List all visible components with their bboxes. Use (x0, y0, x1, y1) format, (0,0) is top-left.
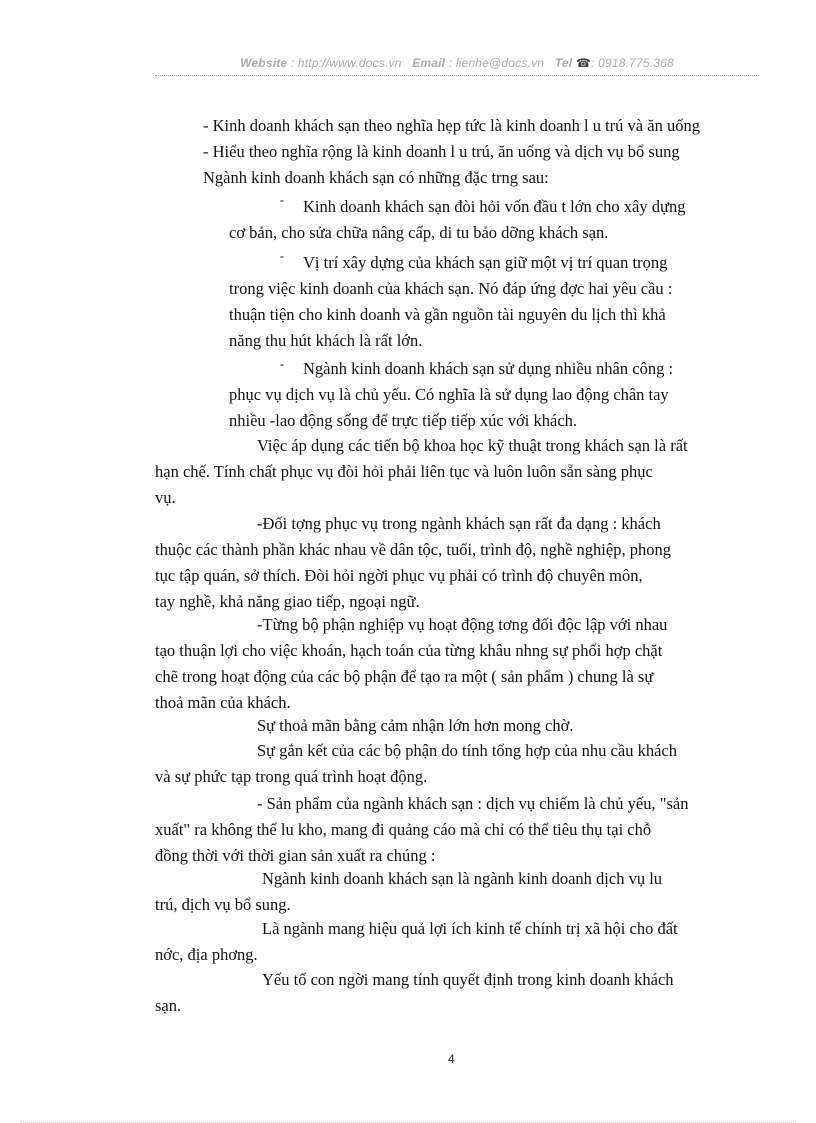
page-number: 4 (448, 1052, 455, 1066)
text-line: nhiều -lao động sống để trực tiếp tiếp xúc với khách. (229, 411, 578, 430)
text-line: Sự thoả mãn bằng cảm nhận lớn hơn mong chờ. (257, 716, 574, 735)
text-line: trong việc kinh doanh của khách sạn. Nó đáp ứng đợc hai yêu cầu : (229, 279, 673, 298)
page-header (155, 56, 759, 70)
text-line: tay nghề, khả năng giao tiếp, ngoại ngữ. (155, 592, 420, 611)
text-line: Sự gắn kết của các bộ phận do tính tổng hợp của nhu cầu khách (257, 741, 677, 760)
text-line: thoả mãn của khách. (155, 693, 291, 712)
text-line: vụ. (155, 488, 176, 507)
text-line: cơ bản, cho sửa chữa nâng cấp, di tu bảo dỡng khách sạn. (229, 223, 609, 242)
website-label: Website (240, 56, 288, 70)
bullet-dash-icon: - (280, 249, 284, 263)
tel-label: Tel (554, 56, 573, 70)
text-line: trú, dịch vụ bổ sung. (155, 895, 291, 914)
text-line: tạo thuận lợi cho việc khoán, hạch toán của từng khâu nhng sự phối hợp chặt (155, 641, 663, 660)
text-line: Vị trí xây dựng của khách sạn giữ một vị trí quan trọng (303, 253, 668, 272)
text-line: Việc áp dụng các tiến bộ khoa học kỹ thuật trong khách sạn là rất (257, 436, 688, 455)
text-line: phục vụ dịch vụ là chủ yếu. Có nghĩa là sử dụng lao động chân tay (229, 385, 669, 404)
text-line: Ngành kinh doanh khách sạn có những đặc trng sau: (203, 168, 549, 187)
text-line: - Hiểu theo nghĩa rộng là kinh doanh l u trú, ăn uống và dịch vụ bổ sung (203, 142, 680, 161)
text-line: năng thu hút khách là rất lớn. (229, 331, 423, 350)
text-line: - Kinh doanh khách sạn theo nghĩa hẹp tức là kinh doanh l u trú và ăn uống (203, 116, 700, 135)
text-line: thuộc các thành phần khác nhau về dân tộc, tuổi, trình độ, nghề nghiệp, phong (155, 540, 671, 559)
text-line: tục tập quán, sở thích. Đòi hỏi ngời phục vụ phải có trình độ chuyên môn, (155, 566, 643, 585)
email-value: : lienhe@docs.vn (448, 56, 545, 70)
text-line: -Đối tợng phục vụ trong ngành khách sạn rất đa dạng : khách (257, 514, 661, 533)
text-line: Ngành kinh doanh khách sạn sử dụng nhiều nhân công : (303, 359, 674, 378)
text-line: Yếu tố con ngời mang tính quyết định trong kinh doanh khách (262, 970, 674, 989)
text-line: - Sản phẩm của ngành khách sạn : dịch vụ chiếm là chủ yếu, "sản (257, 794, 689, 813)
bullet-dash-icon: - (280, 193, 284, 207)
header-divider (155, 75, 759, 76)
text-line: nớc, địa phơng. (155, 945, 258, 964)
website-value: : http://www.docs.vn (290, 56, 402, 70)
text-line: thuận tiện cho kinh doanh và gần nguồn tài nguyên du lịch thì khả (229, 305, 666, 324)
text-line: Kinh doanh khách sạn đòi hỏi vốn đầu t lớn cho xây dựng (303, 197, 686, 216)
phone-icon: ☎ (575, 56, 591, 70)
text-line: hạn chế. Tính chất phục vụ đòi hỏi phải liên tục và luôn luôn sẵn sàng phục (155, 462, 653, 481)
text-line: Là ngành mang hiệu quả lợi ích kinh tế chính trị xã hội cho đất (262, 919, 678, 938)
text-line: sạn. (155, 996, 182, 1015)
tel-value: : 0918.775.368 (591, 56, 674, 70)
text-line: Ngành kinh doanh khách sạn là ngành kinh doanh dịch vụ lu (262, 869, 663, 888)
text-line: đồng thời với thời gian sản xuất ra chúng : (155, 846, 436, 865)
bullet-dash-icon: - (280, 357, 284, 371)
text-line: chẽ trong hoạt động của các bộ phận để tạo ra một ( sản phẩm ) chung là sự (155, 667, 654, 686)
email-label: Email (412, 56, 446, 70)
text-line: và sự phức tạp trong quá trình hoạt động. (155, 767, 428, 786)
text-line: xuất" ra không thể lu kho, mang đi quảng cáo mà chỉ có thể tiêu thụ tại chỗ (155, 820, 652, 839)
text-line: -Từng bộ phận nghiệp vụ hoạt động tơng đối độc lập với nhau (257, 615, 668, 634)
